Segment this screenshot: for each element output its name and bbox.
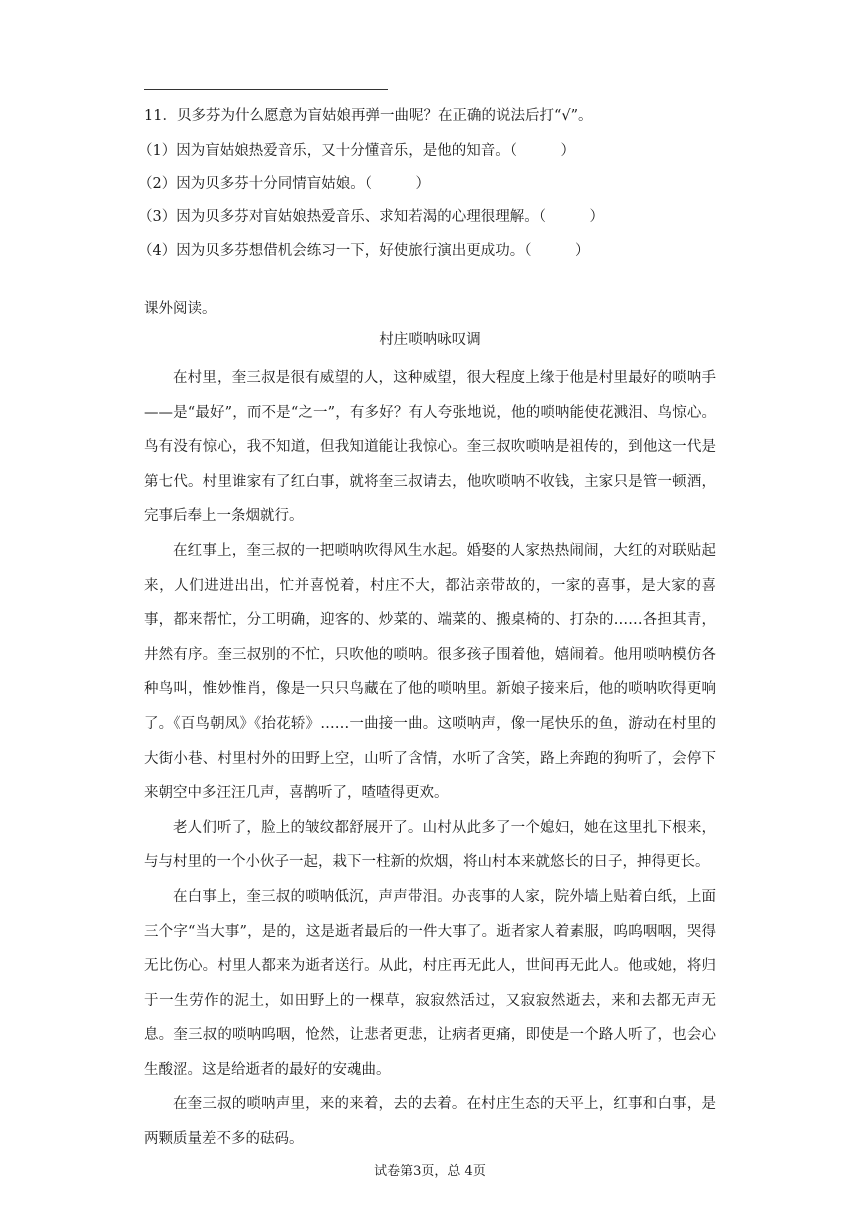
question-option-2: （2）因为贝多芬十分同情盲姑娘。（ ） (138, 176, 430, 192)
article-title: 村庄唢呐咏叹调 (379, 332, 481, 348)
question-option-1: （1）因为盲姑娘热爱音乐，又十分懂音乐，是他的知音。（ ） (138, 143, 575, 159)
article-paragraph-5: 在奎三叔的唢呐声里，来的来着，去的去着。在村庄生态的天平上，红事和白事，是两颗质量差不多的砝码。 (144, 1096, 716, 1148)
top-divider-line (144, 89, 388, 90)
question-option-3: （3）因为贝多芬对盲姑娘热爱音乐、求知若渴的心理很理解。（ ） (138, 209, 604, 225)
section-label: 课外阅读。 (144, 301, 217, 317)
article-body (144, 361, 716, 1157)
article-paragraph-2: 在红事上，奎三叔的一把唢呐吹得风生水起。婚娶的人家热热闹闹，大红的对联贴起来，人们进进出出，忙并喜悦着，村庄不大，都沾亲带故的，一家的喜事，是大家的喜事，都来帮忙，分工明确，迎客的、炒菜的、端菜的、搬桌椅的、打杂的……各担其青，井然有序。奎三叔别的不忙，只吹他的唢呐。很多孩子围着他，嬉闹着。他用唢呐模仿各种鸟叫，惟妙惟肖，像是一只只鸟藏在了他的唢呐里。新娘子接来后，他的唢呐吹得更响了。《百鸟朝凤》《抬花轿》……一曲接一曲。这唢呐声，像一尾快乐的鱼，游动在村里的大街小巷、村里村外的田野上空，山听了含情，水听了含笑，路上奔跑的狗听了，会停下来朝空中多汪汪几声，喜鹊听了，喳喳得更欢。 (144, 542, 716, 802)
page-footer: 试卷第3页，总 4页 (374, 1164, 486, 1179)
question-option-4: （4）因为贝多芬想借机会练习一下，好使旅行演出更成功。（ ） (138, 243, 590, 259)
question-stem: 11．贝多芬为什么愿意为盲姑娘再弹一曲呢？在正确的说法后打“√”。 (144, 108, 593, 124)
article-paragraph-1: 在村里，奎三叔是很有威望的人，这种威望，很大程度上缘于他是村里最好的唢呐手——是“最好”，而不是“之一”，有多好？有人夸张地说，他的唢呐能使花溅泪、鸟惊心。鸟有没有惊心，我不知道，但我知道能让我惊心。奎三叔吹唢呐是祖传的，到他这一代是第七代。村里谁家有了红白事，就将奎三叔请去，他吹唢呐不收钱，主家只是管一顿酒，完事后奉上一条烟就行。 (144, 370, 716, 525)
article-paragraph-3: 老人们听了，脸上的皱纹都舒展开了。山村从此多了一个媳妇，她在这里扎下根来，与与村里的一个小伙子一起，栽下一柱新的炊烟，将山村本来就悠长的日子，抻得更长。 (144, 819, 716, 871)
article-paragraph-4: 在白事上，奎三叔的唢呐低沉，声声带泪。办丧事的人家，院外墙上贴着白纸，上面三个字“当大事”，是的，这是逝者最后的一件大事了。逝者家人着素服，呜呜咽咽，哭得无比伤心。村里人都来为逝者送行。从此，村庄再无此人，世间再无此人。他或她，将归于一生劳作的泥土，如田野上的一棵草，寂寂然活过，又寂寂然逝去，来和去都无声无息。奎三叔的唢呐呜咽，怆然，让悲者更悲，让病者更痛，即使是一个路人听了，也会心生酸涩。这是给逝者的最好的安魂曲。 (144, 888, 716, 1078)
